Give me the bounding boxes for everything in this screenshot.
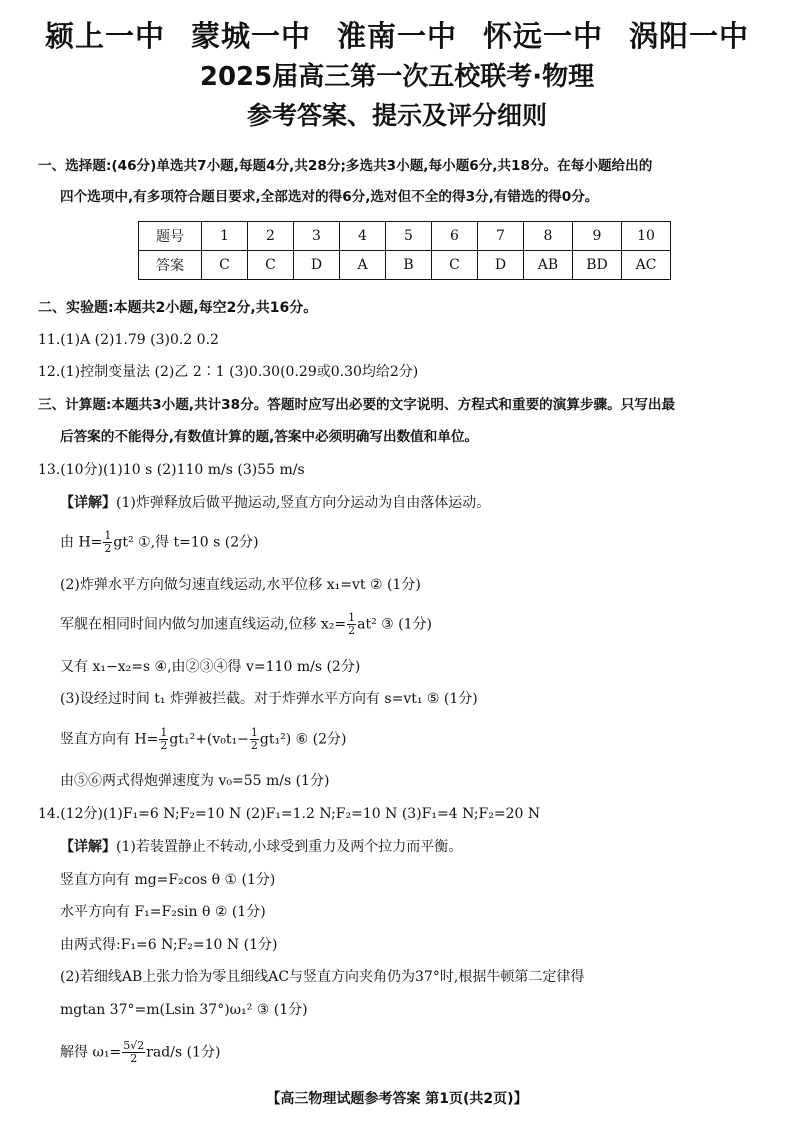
fraction-numerator: 1 xyxy=(250,726,258,739)
q14-summary: 14.(12分)(1)F₁=6 N;F₂=10 N (2)F₁=1.2 N;F₂=10 N (3)F₁=4 N;F₂=20 N xyxy=(38,806,541,822)
formula-text: at² ③ (1分) xyxy=(357,616,433,633)
fraction-denominator: 2 xyxy=(250,739,258,752)
table-cell: A xyxy=(340,251,386,280)
section2-title: 二、实验题:本题共2小题,每空2分,共16分。 xyxy=(38,300,318,316)
q14-detail-7 xyxy=(60,1040,220,1065)
fraction-denominator: 2 xyxy=(160,739,168,752)
q11-answer: 11.(1)A (2)1.79 (3)0.2 0.2 xyxy=(38,332,219,348)
table-cell: 4 xyxy=(340,222,386,251)
fraction-denominator: 2 xyxy=(130,1052,138,1065)
table-header-cell: 题号 xyxy=(139,222,202,251)
q14-detail-2: 竖直方向有 mg=F₂cos θ ① (1分) xyxy=(60,872,276,888)
answer-table xyxy=(138,221,671,280)
school-name: 颍上一中 xyxy=(44,19,165,53)
detail-tag: 【详解】 xyxy=(60,839,116,855)
detail-text: (1)若装置静止不转动,小球受到重力及两个拉力而平衡。 xyxy=(116,839,463,855)
fraction-half xyxy=(103,530,112,555)
school-name: 淮南一中 xyxy=(336,19,457,53)
section3-instructions-line2: 后答案的不能得分,有数值计算的题,答案中必须明确写出数值和单位。 xyxy=(60,429,479,445)
formula-text: 由 H= xyxy=(60,534,103,551)
q13-detail-7 xyxy=(60,727,346,752)
fraction-half xyxy=(347,612,356,637)
section1-instructions-line2: 四个选项中,有多项符合题目要求,全部选对的得6分,选对但不全的得3分,有错选的得0分。 xyxy=(60,189,599,205)
q14-detail-6: mgtan 37°=m(Lsin 37°)ω₁² ③ (1分) xyxy=(60,1002,308,1018)
detail-text: (1)炸弹释放后做平抛运动,竖直方向分运动为自由落体运动。 xyxy=(116,495,491,511)
section3-instructions-line1: 三、计算题:本题共3小题,共计38分。答题时应写出必要的文字说明、方程式和重要的演算步骤。只写出最 xyxy=(38,397,676,413)
table-row-answers xyxy=(139,251,671,280)
school-names xyxy=(0,14,794,55)
formula-text: gt² ①,得 t=10 s (2分) xyxy=(113,534,259,551)
table-cell: C xyxy=(432,251,478,280)
table-cell: 8 xyxy=(524,222,573,251)
table-cell: 7 xyxy=(478,222,524,251)
fraction-numerator: 1 xyxy=(104,529,112,542)
q14-detail-1 xyxy=(60,838,462,856)
table-cell: 3 xyxy=(294,222,340,251)
formula-text: gt₁²+(v₀t₁− xyxy=(169,731,249,748)
table-cell: BD xyxy=(573,251,622,280)
formula-text: 竖直方向有 H= xyxy=(60,731,159,748)
q13-detail-1 xyxy=(60,494,490,512)
q13-detail-5: 又有 x₁−x₂=s ④,由②③④得 v=110 m/s (2分) xyxy=(60,659,361,675)
table-cell: 10 xyxy=(622,222,671,251)
table-cell: AC xyxy=(622,251,671,280)
fraction-denominator: 2 xyxy=(348,624,356,637)
exam-subtitle: 参考答案、提示及评分细则 xyxy=(246,101,547,130)
table-cell: 6 xyxy=(432,222,478,251)
table-cell: D xyxy=(294,251,340,280)
table-cell: 2 xyxy=(248,222,294,251)
q14-detail-5: (2)若细线AB上张力恰为零且细线AC与竖直方向夹角仍为37°时,根据牛顿第二定律得 xyxy=(60,969,585,985)
q13-detail-3: (2)炸弹水平方向做匀速直线运动,水平位移 x₁=vt ② (1分) xyxy=(60,577,421,593)
formula-text: rad/s (1分) xyxy=(146,1044,221,1061)
fraction-numerator: 5√2 xyxy=(123,1039,145,1052)
q14-detail-3: 水平方向有 F₁=F₂sin θ ② (1分) xyxy=(60,904,266,920)
fraction-half xyxy=(159,727,168,752)
fraction-numerator: 1 xyxy=(348,611,356,624)
table-cell: C xyxy=(202,251,248,280)
section1-instructions-line1: 一、选择题:(46分)单选共7小题,每题4分,共28分;多选共3小题,每小题6分,共18分。在每小题给出的 xyxy=(38,158,653,174)
q13-detail-6: (3)设经过时间 t₁ 炸弹被拦截。对于炸弹水平方向有 s=vt₁ ⑤ (1分) xyxy=(60,691,478,707)
table-cell: D xyxy=(478,251,524,280)
formula-text: 军舰在相同时间内做匀加速直线运动,位移 x₂= xyxy=(60,616,347,633)
table-cell: 9 xyxy=(573,222,622,251)
q13-detail-8: 由⑤⑥两式得炮弹速度为 v₀=55 m/s (1分) xyxy=(60,773,330,789)
page-footer: 【高三物理试题参考答案 第1页(共2页)】 xyxy=(266,1091,528,1107)
formula-text: gt₁²) ⑥ (2分) xyxy=(259,731,347,748)
q13-detail-2 xyxy=(60,530,259,555)
fraction-half xyxy=(250,727,259,752)
table-cell: B xyxy=(386,251,432,280)
q13-detail-4 xyxy=(60,612,432,637)
table-cell: AB xyxy=(524,251,573,280)
school-name: 蒙城一中 xyxy=(190,19,311,53)
table-row-numbers xyxy=(139,222,671,251)
fraction-numerator: 1 xyxy=(160,726,168,739)
formula-text: 解得 ω₁= xyxy=(60,1044,122,1061)
table-cell: 1 xyxy=(202,222,248,251)
q13-summary: 13.(10分)(1)10 s (2)110 m/s (3)55 m/s xyxy=(38,462,305,478)
q14-detail-4: 由两式得:F₁=6 N;F₂=10 N (1分) xyxy=(60,937,278,953)
school-name: 怀远一中 xyxy=(483,19,604,53)
fraction-omega xyxy=(122,1040,145,1065)
table-cell: 5 xyxy=(386,222,432,251)
fraction-denominator: 2 xyxy=(104,542,112,555)
q12-answer: 12.(1)控制变量法 (2)乙 2∶1 (3)0.30(0.29或0.30均给2分) xyxy=(38,364,419,380)
exam-title: 2025届高三第一次五校联考·物理 xyxy=(199,62,595,92)
table-header-cell: 答案 xyxy=(139,251,202,280)
detail-tag: 【详解】 xyxy=(60,495,116,511)
table-cell: C xyxy=(248,251,294,280)
school-name: 涡阳一中 xyxy=(629,19,750,53)
